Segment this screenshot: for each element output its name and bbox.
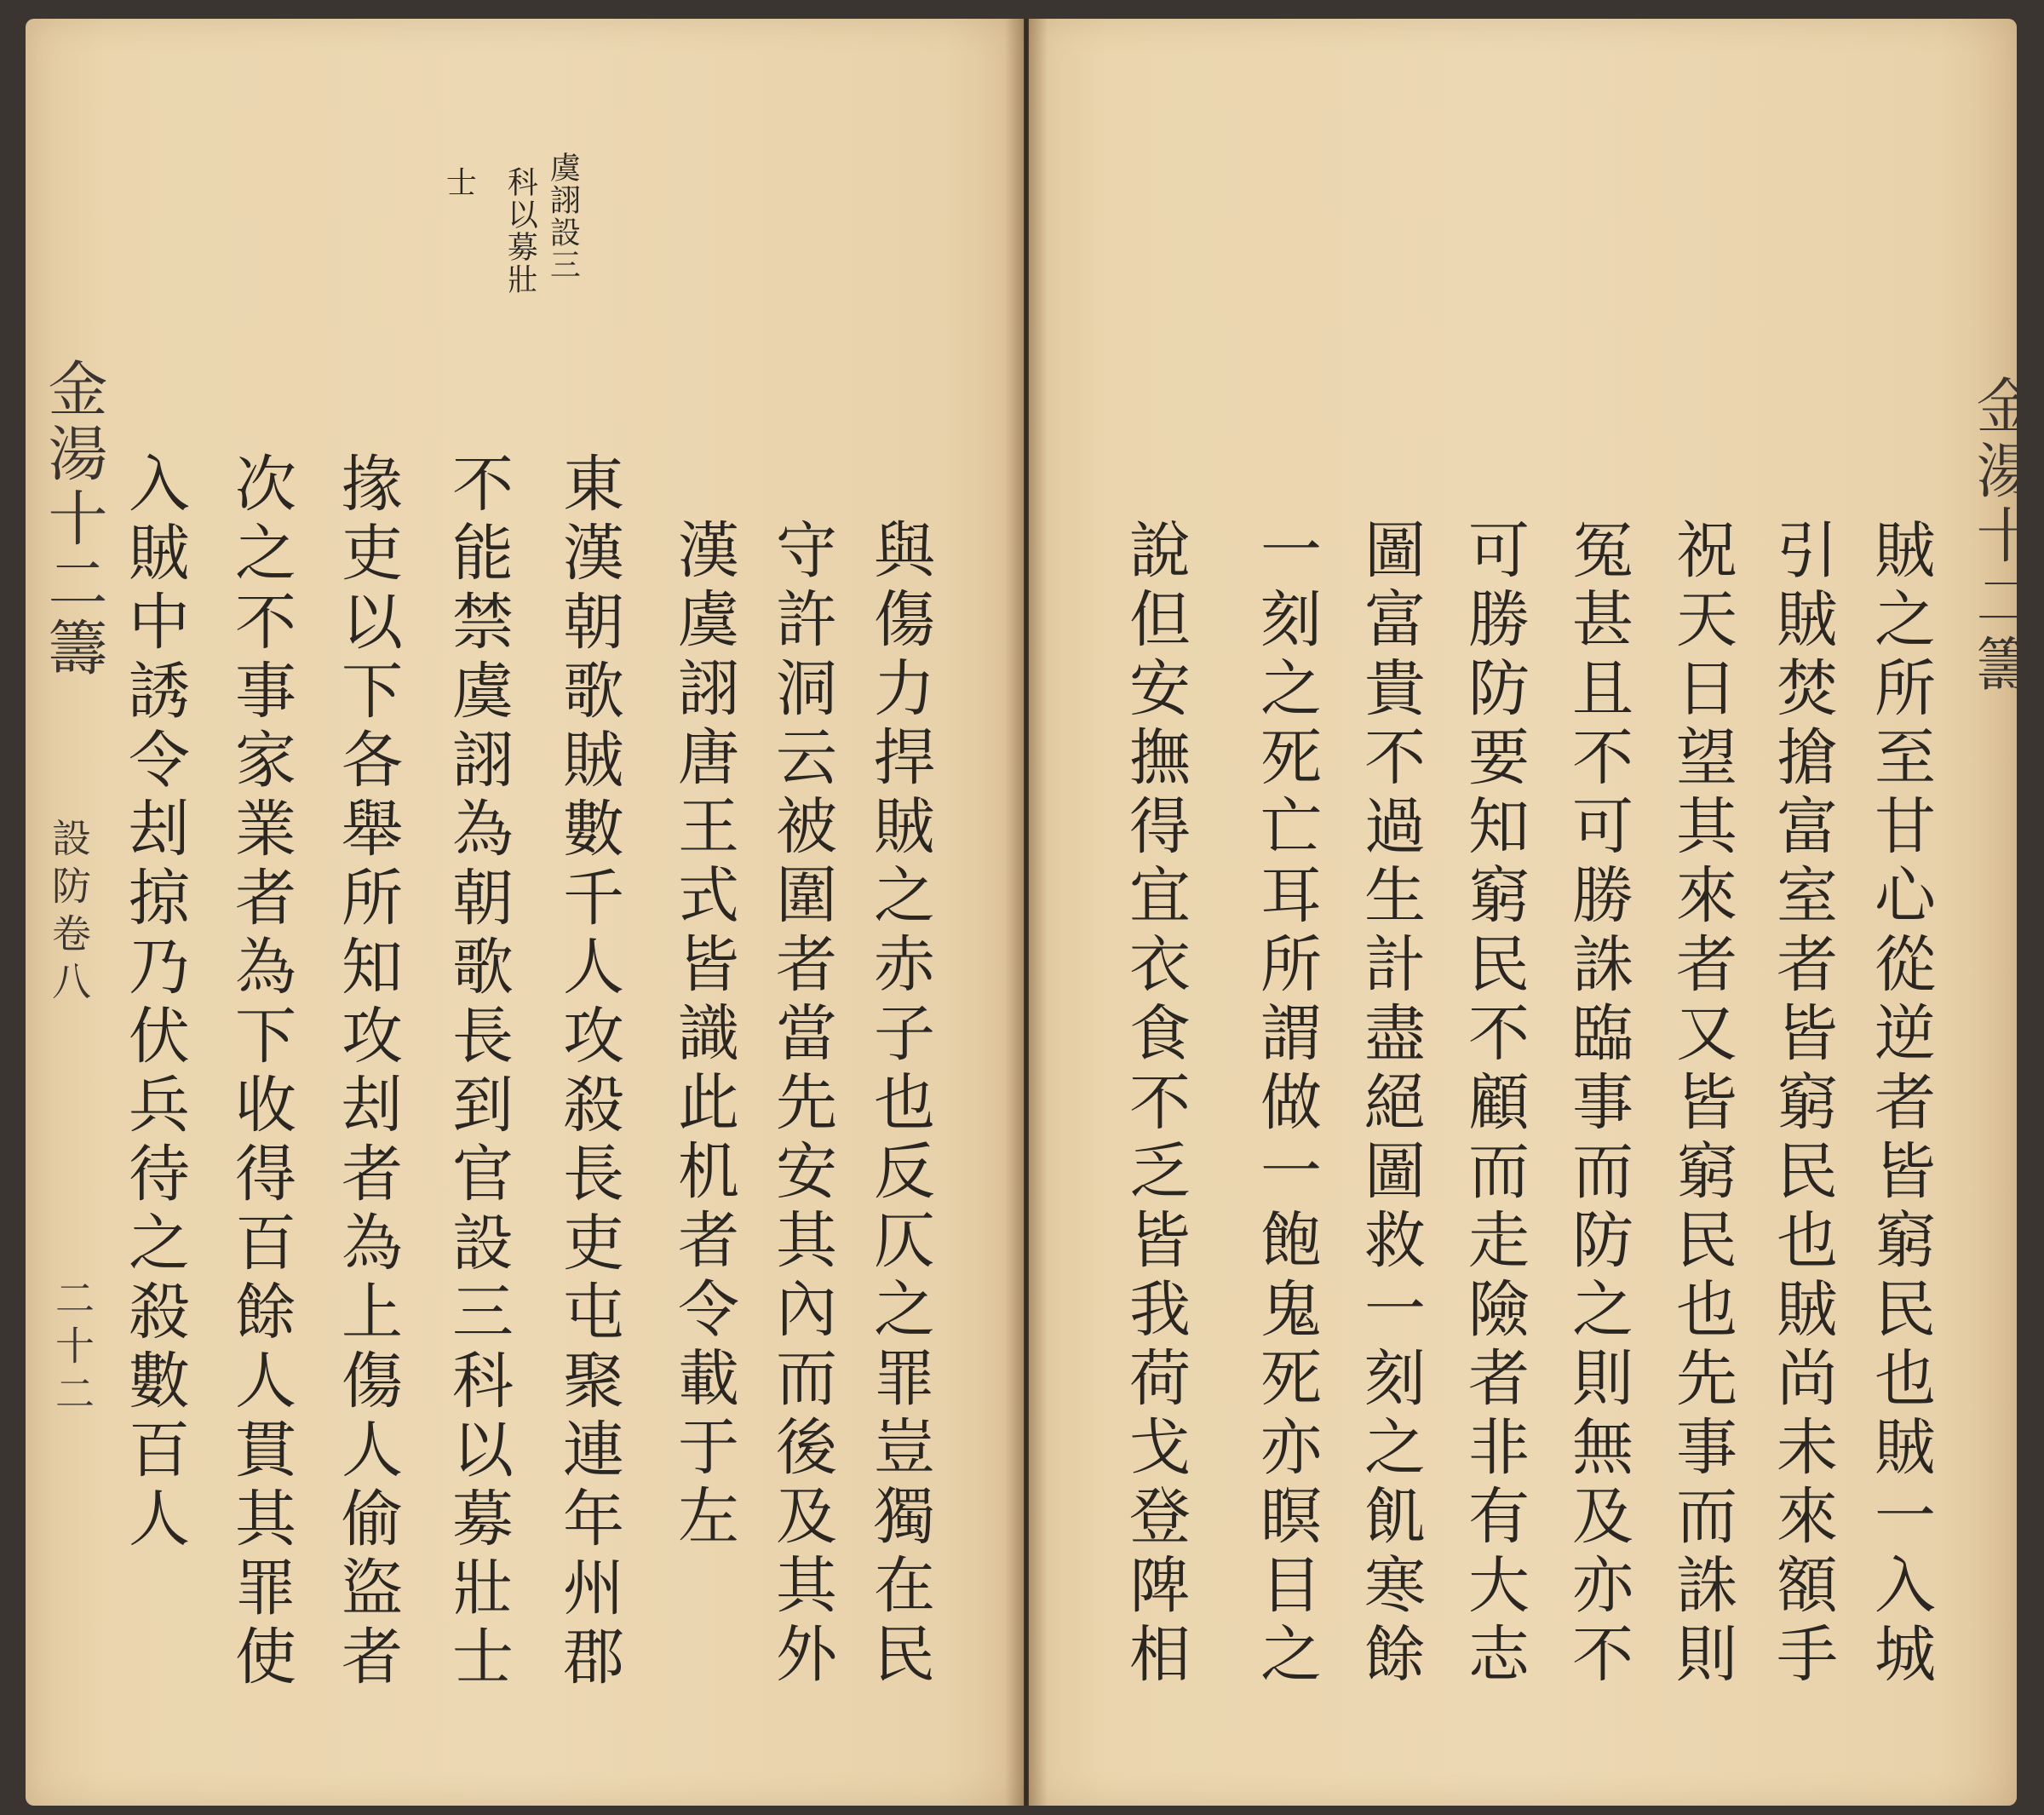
left-text-column-6: 掾吏以下各舉所知攻刦者為上傷人偷盜者 xyxy=(331,451,403,1693)
right-text-column-5: 可勝防要知窮民不顧而走險者非有大志 xyxy=(1458,518,1530,1691)
right-text-column-3: 祝天日望其來者又皆窮民也先事而誅則 xyxy=(1666,518,1737,1691)
left-note-col-1: 虞詡設三 xyxy=(545,152,581,281)
left-text-column-8: 入賊中誘令刦掠乃伏兵待之殺數百人 xyxy=(118,451,190,1555)
right-text-column-6: 圖富貴不過生計盡絕圖救一刻之飢寒餘 xyxy=(1354,518,1426,1691)
left-text-column-2: 守許洞云被圍者當先安其內而後及其外 xyxy=(766,518,837,1691)
right-text-column-1: 賊之所至甘心從逆者皆窮民也賊一入城 xyxy=(1864,518,1936,1691)
left-text-column-7: 次之不事家業者為下收得百餘人貫其罪使 xyxy=(225,451,296,1693)
left-text-column-5: 不能禁虞詡為朝歌長到官設三科以募壯士 xyxy=(442,451,514,1693)
left-note-col-3: 士 xyxy=(441,166,477,198)
left-note-col-2: 科以募壯 xyxy=(502,166,538,296)
right-text-column-7: 一刻之死亡耳所謂做一飽鬼死亦瞑目之 xyxy=(1250,518,1322,1691)
left-text-column-4: 東漢朝歌賊數千人攻殺長吏屯聚連年州郡 xyxy=(553,451,624,1693)
right-text-column-4: 冤甚且不可勝誅臨事而防之則無及亦不 xyxy=(1562,518,1633,1691)
left-margin-section: 設防卷八 xyxy=(46,818,92,1008)
left-text-column-1: 與傷力捍賊之赤子也反仄之罪豈獨在民 xyxy=(864,518,935,1691)
book-gutter xyxy=(1005,19,1048,1806)
right-text-column-2: 引賊焚搶富室者皆窮民也賊尚未來額手 xyxy=(1766,518,1838,1691)
left-page-number: 二十二 xyxy=(49,1278,95,1421)
right-text-column-8: 說但安撫得宜衣食不乏皆我荷戈登陴相 xyxy=(1119,518,1191,1691)
left-margin-title: 金湯十二籌 xyxy=(38,358,108,681)
left-text-column-3: 漢虞詡唐王式皆識此机者令載于左 xyxy=(668,518,739,1553)
right-margin-title: 金湯十二籌 xyxy=(1966,375,2036,698)
